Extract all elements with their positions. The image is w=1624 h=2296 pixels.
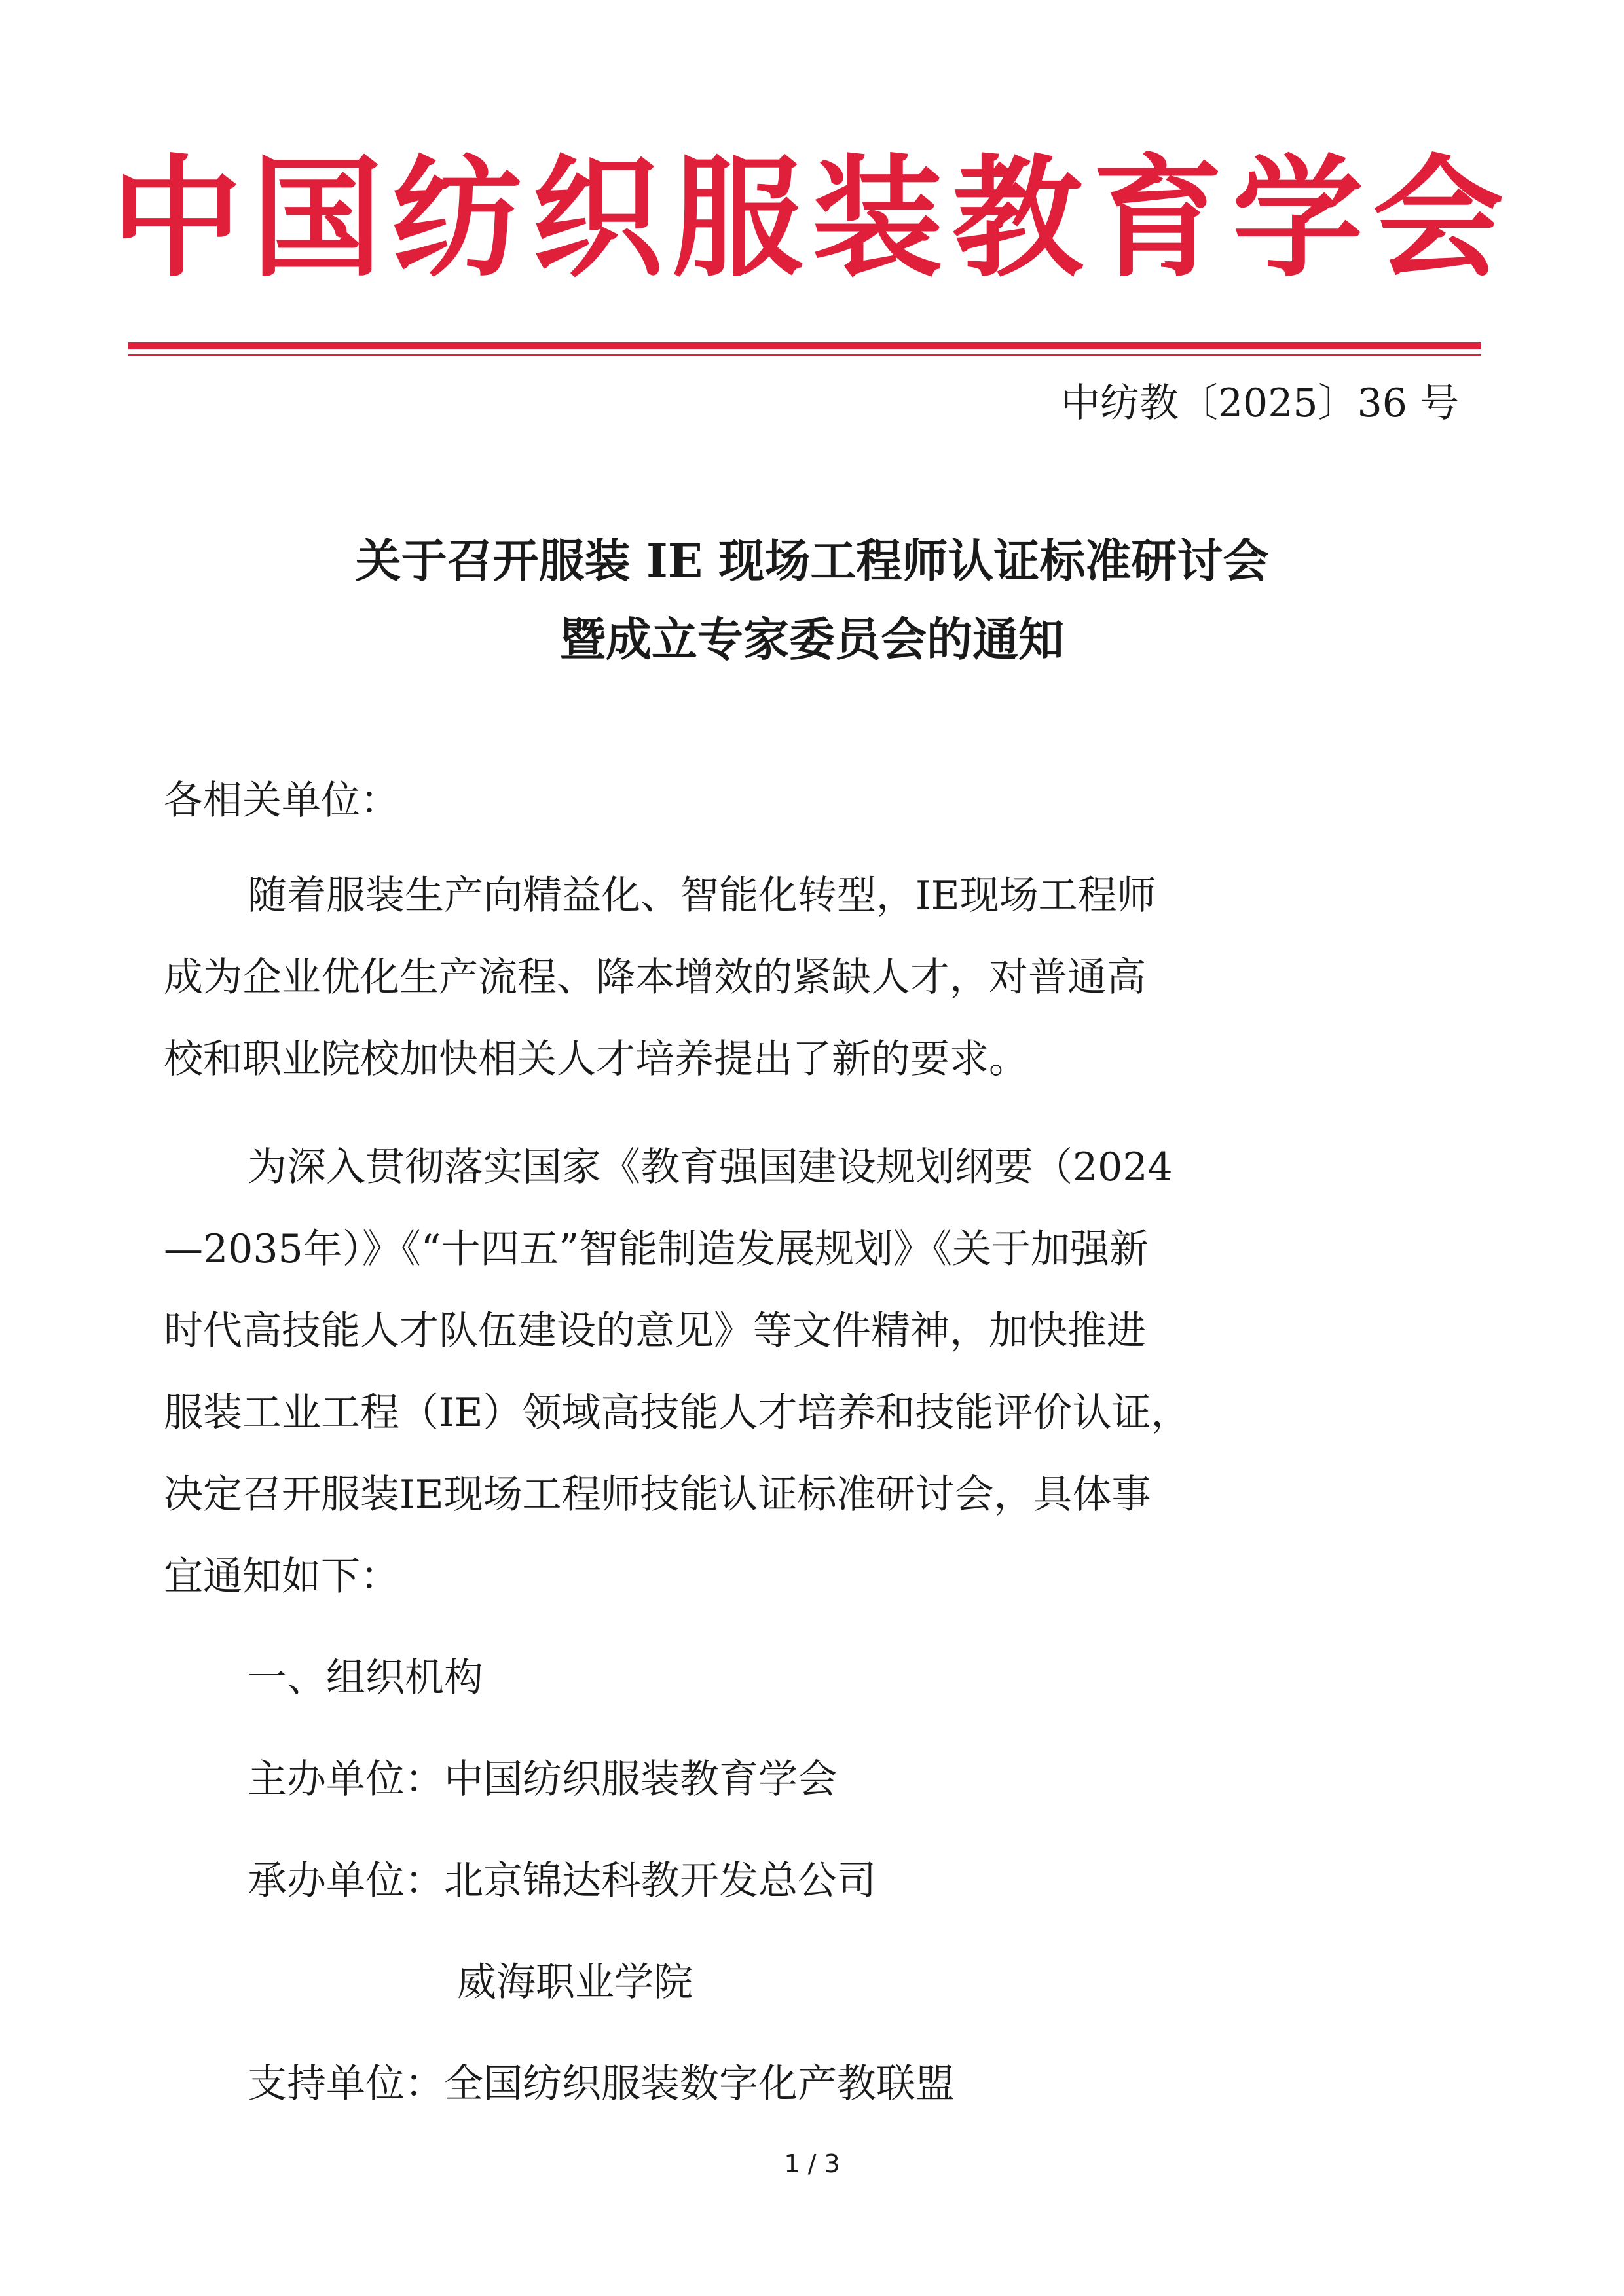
red-header-rule-thick — [128, 342, 1481, 349]
paragraph-1-line: 校和职业院校加快相关人才培养提出了新的要求。 — [164, 1036, 1028, 1082]
organizer-unit-2: 威海职业学院 — [457, 1959, 693, 2005]
paragraph-2-line: 时代高技能人才队伍建设的意见》等文件精神，加快推进 — [164, 1308, 1146, 1354]
organizer-unit: 承办单位：北京锦达科教开发总公司 — [248, 1858, 876, 1904]
supporting-unit: 支持单位：全国纺织服装数字化产教联盟 — [248, 2061, 955, 2107]
document-title-line-1: 关于召开服装 IE 现场工程师认证标准研讨会 — [355, 534, 1269, 588]
paragraph-2-line: 决定召开服装IE现场工程师技能认证标准研讨会，具体事 — [164, 1472, 1151, 1518]
document-title-line-2: 暨成立专家委员会的通知 — [560, 612, 1064, 666]
salutation: 各相关单位： — [164, 778, 399, 824]
host-unit: 主办单位：中国纺织服装教育学会 — [248, 1757, 837, 1802]
paragraph-2-line: 宜通知如下： — [164, 1554, 399, 1599]
section-1-heading: 一、组织机构 — [248, 1655, 483, 1701]
paragraph-1-line: 成为企业优化生产流程、降本增效的紧缺人才，对普通高 — [164, 955, 1146, 1000]
paragraph-1-line: 随着服装生产向精益化、智能化转型，IE现场工程师 — [248, 873, 1156, 919]
paragraph-2-line: 服装工业工程（IE）领域高技能人才培养和技能评价认证， — [164, 1390, 1190, 1436]
red-header-rule-thin — [128, 354, 1481, 356]
page-number: 1 / 3 — [784, 2149, 840, 2178]
issuing-organization-header: 中国纺织服装教育学会 — [111, 143, 1513, 295]
paragraph-2-line: —2035年）》《“十四五”智能制造发展规划》《关于加强新 — [164, 1226, 1149, 1272]
paragraph-2-line: 为深入贯彻落实国家《教育强国建设规划纲要（2024 — [248, 1144, 1173, 1190]
document-number: 中纺教〔2025〕36 号 — [1060, 380, 1459, 426]
